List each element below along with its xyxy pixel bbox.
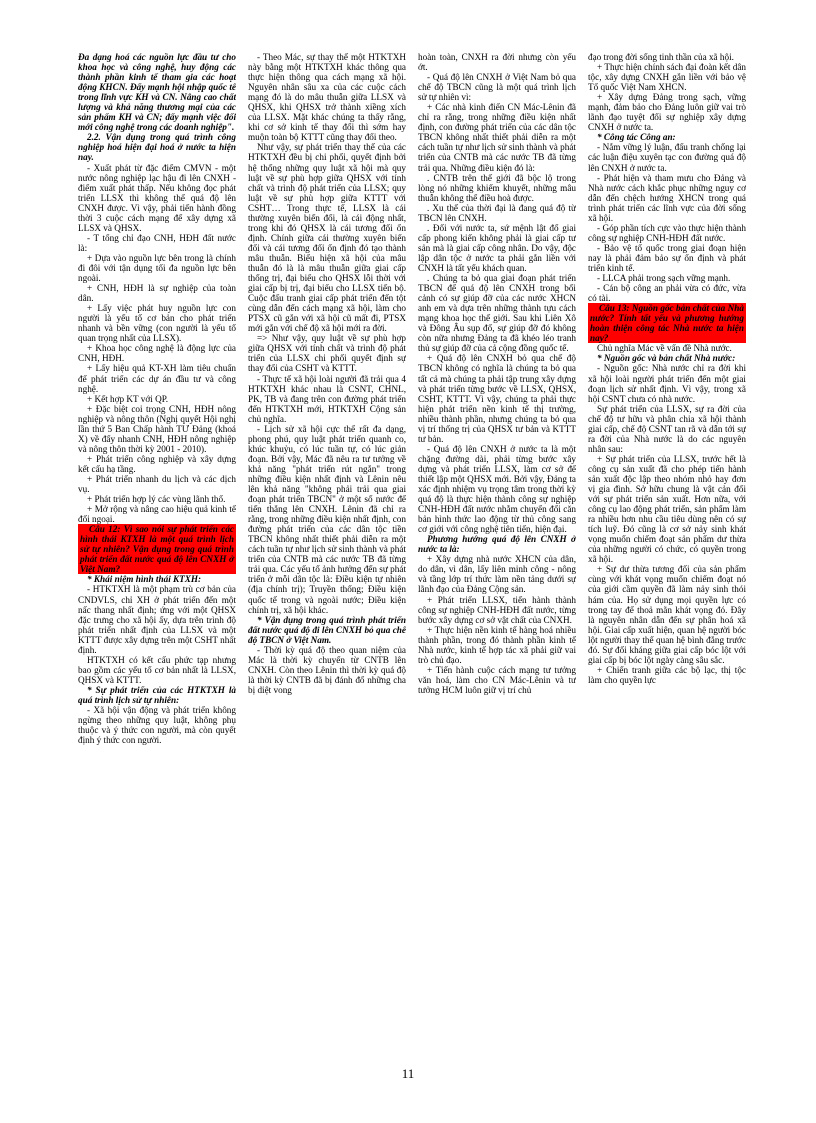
paragraph: + Sự phát triển của LLSX, trước hết là công cụ sản xuất đã cho phép tiến hành sản xuất độc lập theo nhóm nhỏ hay đơn vị gia đình. Sở hữu chung là vật cản đối với sự phát triển sản xuất. Hơn nữa, với công cụ lao động phát triển, sản phẩm làm ra nhiều hơn nhu cầu tiêu dùng nên có sự tích luỹ. Đó cũng là cơ sở nảy sinh khát vọng muốn chiếm đoạt sản phẩm dư thừa của những người có chức, có quyền trong xã hội. xyxy=(588,453,746,565)
paragraph: - T tổng chỉ đạo CNH, HĐH đất nước là: xyxy=(78,232,236,253)
paragraph: + Thực hiện nền kinh tế hàng hoá nhiều thành phần, trong đó thành phần kinh tế Nhà nước, kinh tế hợp tác xã phải giữ vai trò chủ đạo. xyxy=(418,624,576,665)
paragraph: + Khoa học công nghệ là động lực của CNH, HĐH. xyxy=(78,343,236,364)
question-heading: Câu 13: Nguồn gốc bản chất của Nhà nước? Tính tất yếu và phương hướng hoàn thiện công tác Nhà nước ta hiện nay? xyxy=(590,303,744,344)
paragraph: - Quá độ lên CNXH ở Việt Nam bỏ qua chế độ TBCN cũng là một quá trình lịch sử tự nhiên vì: xyxy=(418,72,576,103)
paragraph: - Cán bộ công an phải vừa có đức, vừa có tài. xyxy=(588,283,746,304)
paragraph: + Tiến hành cuộc cách mạng tư tưởng văn hoá, làm cho CN Mác-Lênin và tư tưởng HCM luôn giữ vị trí chủ xyxy=(418,664,576,695)
paragraph: . Chúng ta bỏ qua giai đoạn phát triển TBCN để quá độ lên CNXH trong bối cảnh có sự giúp đỡ của các nước XHCN anh em và dựa trên những thành tựu cách mạng khoa học thế giới. Sau khi Liên Xô và Đông Âu sụp đổ, sự giúp đỡ đó không còn nữa nhưng Đảng ta đã khéo léo tranh thủ sự giúp đỡ của cả cộng đồng quốc tế. xyxy=(418,273,576,354)
paragraph: - Xuất phát từ đặc điểm CMVN - một nước nông nghiệp lạc hậu đi lên CNXH - điểm xuất phát thấp. Nếu không đọc phát triển LLSX thì không thể quá độ lên CNXH được. Vì vậy, phải tiến hành đồng thời 3 cuộc cách mạng để xây dựng xã LLSX và QHSX. xyxy=(78,162,236,233)
paragraph: 2.2. Vận dụng trong quá trình công nghiệp hoá hiện đại hoá ở nước ta hiện nay. xyxy=(78,132,236,163)
text-columns xyxy=(78,52,746,1062)
paragraph: + Lấy việc phát huy nguồn lực con người là yếu tố cơ bản cho phát triển nhanh và bền vững (con người là yếu tố quan trọng nhất của LLSX). xyxy=(78,303,236,344)
paragraph: - Lịch sử xã hội cực thể rất đa dạng, phong phú, quy luật phát triển quanh co, khúc khuỷu, có lúc tuần tự, có lúc giản đoạn. Bởi vậy, Mác đã nêu ra tư tưởng về khả năng "phát triển rút ngắn" trong những điều kiện nhất định và Lênin nêu lên khả năng "không phải trải qua giai đoạn phát triển TBCN" ở một số nước để tiến thẳng lên CNXH. Lênin đã chỉ ra rằng, trong những điều kiện nhất định, con đường phát triển của các dân tộc tiền TBCN không nhất thiết phải diễn ra một cách tuần tự như lịch sử sinh thành và phát triển của CNTB mà các nước TB đã từng trải qua. Các yếu tố ảnh hưởng đến sự phát triển ở mỗi dân tộc là: Điều kiện tự nhiên (địa chính trị); Truyền thống; Điều kiện quốc tế trong và ngoài nước; Điều kiện chính trị, xã hội khác. xyxy=(248,423,406,615)
paragraph: - Nguồn gốc: Nhà nước chỉ ra đời khi xã hội loài người phát triển đến một giai đoạn lịch sử nhất định. Vì vậy, trong xã hội CSNT chưa có nhà nước. xyxy=(588,363,746,404)
document-page xyxy=(78,52,746,1062)
paragraph: - Thời kỳ quá độ theo quan niệm của Mác là thời kỳ chuyển từ CNTB lên CNXH. Còn theo Lênin thì thời kỳ quá độ là thời kỳ CNTB đã bị đánh đổ những cha bị diệt vong xyxy=(248,644,406,695)
paragraph: đạo trong đời sống tinh thần của xã hội. xyxy=(588,52,734,62)
paragraph: + Kết hợp KT với QP. xyxy=(87,393,169,404)
paragraph: + Thực hiện chính sách đại đoàn kết dân tộc, xây dựng CNXH gắn liền với bảo vệ Tổ quốc Việt Nam XHCN. xyxy=(588,62,746,93)
paragraph: * Khái niệm hình thái KTXH: xyxy=(87,574,202,585)
paragraph: - Bảo vệ tổ quốc trong giai đoạn hiện nay là phải đảm bảo sự ổn định và phát triển kinh tế. xyxy=(588,242,746,273)
text-column-2 xyxy=(248,52,406,1062)
paragraph: - Theo Mác, sự thay thế một HTKTXH này bằng một HTKTXH khác thông qua thực hiện thông qua cách mạng xã hội. Nguyên nhân sâu xa của các cuộc cách mạng đó là do mâu thuẫn giữa LLSX và QHSX, khi QHSX trở thành xiềng xích của LLSX. Mặt khác chúng ta thấy rằng, khi cơ sở kinh tế thay đổi thì sớm hay muộn toàn bộ KTTT cũng thay đổi theo. xyxy=(248,52,406,143)
paragraph: * Sự phát triển của các HTKTXH là quá trình lịch sử tự nhiên: xyxy=(78,684,236,705)
paragraph: - Nắm vững lý luận, đấu tranh chống lại các luận điệu xuyên tạc con đường quá độ lên CNXH ở nước ta. xyxy=(588,142,746,173)
paragraph: * Công tác Công an: xyxy=(597,132,676,143)
paragraph: - LLCA phải trong sạch vững mạnh. xyxy=(597,273,731,284)
paragraph: + Xây dựng Đảng trong sạch, vững mạnh, đảm bảo cho Đảng luôn giữ vai trò lãnh đạo tuyệt đối sự nghiệp xây dựng CNXH ở nước ta. xyxy=(588,92,746,133)
paragraph: - Quá độ lên CNXH ở nước ta là một chặng đường dài, phải từng bước xây dựng và phát triển LLSX, làm cơ sở để thiết lập một QHSX mới. Bởi vậy, Đảng ta xác định nhiệm vụ trọng tâm trong thời kỳ quá độ là thực hiện thành công sự nghiệp CNH-HĐH đất nước nhằm chuyển đổi căn bản hình thức lao động từ thủ công sang cơ giới với công nghệ tiên tiến, hiện đại. xyxy=(418,443,576,535)
paragraph: - Góp phần tích cực vào thực hiện thành công sự nghiệp CNH-HĐH đất nước. xyxy=(588,222,746,243)
text-column-3 xyxy=(418,52,576,1062)
text-column-4 xyxy=(588,52,746,1062)
paragraph: + Phát triển LLSX, tiến hành thành công sự nghiệp CNH-HĐH đất nước, từng bước xây dựng cơ sở vật chất của CNXH. xyxy=(418,594,576,625)
paragraph: * Nguồn gốc và bản chất Nhà nước: xyxy=(597,353,736,364)
paragraph: - Phát hiện và tham mưu cho Đảng và Nhà nước cách khắc phục những nguy cơ dẫn đến chệch hướng XHCN trong quá trình phát triển các lĩnh vực của đời sống xã hội. xyxy=(588,172,746,223)
paragraph: + Phát triển hợp lý các vùng lãnh thổ. xyxy=(87,494,226,505)
page-number: 11 xyxy=(401,1066,415,1081)
paragraph: Đa dạng hoá các nguồn lực đầu tư cho khoa học và công nghệ, huy động các thành phần kinh tế tham gia các hoạt động KHCN. Đẩy mạnh hội nhập quốc tế trong lĩnh vực KH và CN. Nâng cao chất lượng và khả năng thương mại của các sản phẩm KH và CN; đẩy mạnh việc đổi mới công nghệ trong các doanh nghiệp". xyxy=(78,52,236,133)
paragraph: + Đặc biệt coi trọng CNH, HĐH nông nghiệp và nông thôn (Nghị quyết Hội nghị lần thứ 5 Ban Chấp hành TƯ Đảng (khoá X) về đẩy nhanh CNH, HĐH nông nghiệp và nông thôn thời kỳ 2001 - 2010). xyxy=(78,403,236,454)
paragraph: + Sự dư thừa tương đối của sản phẩm cùng với khát vọng muốn chiếm đoạt nó của giới cầm quyền đã làm nảy sinh thói hám của. Họ sử dụng mọi quyền lực có trong tay để thoả mãn khát vọng đó. Đây là nguyên nhân dẫn đến sự phân hoá xã hội. Giai cấp xuất hiện, quan hệ người bóc lột người thay thế quan hệ bình đẳng trước đó. Sự đối kháng giữa giai cấp bóc lột với giai cấp bị bóc lột ngày càng sâu sắc. xyxy=(588,564,746,665)
paragraph: - HTKTXH là một phạm trù cơ bản của CNDVLS, chỉ XH ở phát triển đến một nấc thang nhất định; ứng với một QHSX đặc trưng cho xã hội ấy, dựa trên trình độ phát triển nhất định của LLSX và một KTTT được xây dựng trên một CSHT nhất định. xyxy=(78,584,236,655)
paragraph: . Đối với nước ta, sứ mệnh lật đổ giai cấp phong kiến không phải là giai cấp tư sản mà là giai cấp công nhân. Do vậy, độc lập dân tộc ở nước ta phải gắn liền với CNXH là tất yếu khách quan. xyxy=(418,222,576,273)
paragraph: Phương hướng quá độ lên CNXH ở nước ta là: xyxy=(418,534,576,555)
paragraph: - Thực tế xã hội loài người đã trải qua 4 HTKTXH khác nhau là CSNT, CHNL, PK, TB và đang trên con đường phát triển đến HTKTXH mới, HTKTXH Cộng sản chủ nghĩa. xyxy=(248,373,406,424)
paragraph: + Quá độ lên CNXH bỏ qua chế độ TBCN không có nghĩa là chúng ta bỏ qua tất cả mà chúng ta phải tập trung xây dựng và phát triển từng bước về LLSX, QHSX, CSHT, KTTT. Vì vậy, chúng ta phải thực hiện phát triển nền kinh tế thị trường, nhiều thành phần, nhưng chúng ta bỏ qua vị trí thống trị của QHSX tư bản và KTTT tư bản. xyxy=(418,353,576,444)
paragraph: hoàn toàn, CNXH ra đời nhưng còn yếu ớt. xyxy=(418,52,576,73)
paragraph: . Xu thế của thời đại là đang quá độ từ TBCN lên CNXH. xyxy=(418,202,576,223)
paragraph: + Phát triển công nghiệp và xây dựng kết cấu hạ tầng. xyxy=(78,453,236,474)
paragraph: Chủ nghĩa Mác về vấn đề Nhà nước. xyxy=(597,343,732,354)
paragraph: HTKTXH có kết cấu phức tạp nhưng bao gồm các yếu tố cơ bản nhất là LLSX, QHSX và KTTT. xyxy=(78,654,236,685)
paragraph: => Như vậy, quy luật về sự phù hợp giữa QHSX với tính chất và trình độ phát triển của LLSX chi phối quyết định sự thay đổi của CSHT và KTTT. xyxy=(248,333,406,374)
paragraph: - Xã hội vận động và phát triển không ngừng theo những quy luật, không phụ thuộc và ý thức con người, mà còn quyết định ý thức con người. xyxy=(78,705,236,746)
paragraph: * Vận dụng trong quá trình phát triển đất nước quá độ đi lên CNXH bỏ qua chế độ TBCN ở Việt Nam. xyxy=(248,614,406,645)
paragraph: + Phát triển nhanh du lịch và các dịch vụ. xyxy=(78,473,236,495)
paragraph: Sự phát triển của LLSX, sự ra đời của chế độ tư hữu và phân chia xã hội thành giai cấp, chế độ CSNT tan rã và dẫn tới sự ra đời của Nhà nước là do các nguyên nhân sau: xyxy=(588,403,746,454)
paragraph: + Mở rộng và nâng cao hiệu quả kinh tế đối ngoại. xyxy=(78,504,236,525)
paragraph: + Lấy hiệu quả KT-XH làm tiêu chuẩn để phát triển các dự án đầu tư và công nghệ. xyxy=(78,363,236,394)
paragraph: . CNTB trên thế giới đã bộc lộ trong lòng nó những khiếm khuyết, những mâu thuẫn không thể điều hoà được. xyxy=(418,172,576,203)
paragraph: + Các nhà kinh điển CN Mác-Lênin đã chỉ ra rằng, trong những điều kiện nhất định, con đường phát triển của các dân tộc TBCN không nhất thiết phải diễn ra một cách tuần tự như lịch sử sinh thành và phát triển của CNTB mà các nước TB đã từng trải qua. Những điều kiện đó là: xyxy=(418,102,576,173)
paragraph: + Chiến tranh giữa các bộ lạc, thị tộc làm cho quyền lực xyxy=(588,664,746,685)
paragraph: + Dựa vào nguồn lực bên trong là chính đi đôi với tận dụng tối đa nguồn lực bên ngoài. xyxy=(78,252,236,284)
paragraph: + CNH, HĐH là sự nghiệp của toàn dân. xyxy=(78,283,236,304)
paragraph: + Xây dựng nhà nước XHCN của dân, do dân, vì dân, lấy liên minh công - nông và tầng lớp trí thức làm nền tảng dưới sự lãnh đạo của Đảng Cộng sản. xyxy=(418,554,576,595)
text-column-1 xyxy=(78,52,236,1062)
question-heading: Câu 12: Vì sao nói sự phát triển các hình thái KTXH là một quá trình lịch sử tự nhiên? Vận dụng trong quá trình phát triển đất nước quá độ lên CNXH ở Việt Nam? xyxy=(80,524,234,575)
paragraph: Như vậy, sự phát triển thay thế của các HTKTXH đều bị chi phối, quyết định bởi hệ thống những quy luật xã hội mà quy luật về sự phù hợp giữa QHSX với tính chất và trình độ phát triển của LLSX; quy luật về sự phù hợp giữa KTTT với CSHT… Trong thực tế, LLSX là cái thường xuyên biến đổi, là cái động nhất, trong khi đó QHSX là cái tương đối ổn định. Chính giữa cái thường xuyên biến đổi và cái tương đối ổn định đó tạo thành mâu thuẫn. Biểu hiện xã hội của mâu thuẫn đó là là mâu thuẫn giữa giai cấp thống trị, đại biểu cho QHSX lỗi thời với giai cấp bị trị, đại biểu cho LLSX tiến bộ. Cuộc đấu tranh giai cấp phát triển đến tột cùng dẫn đến cách mạng xã hội, làm cho PTSX cũ gắn với xã hội cũ mất đi, PTSX mới gắn với chế độ xã hội mới ra đời. xyxy=(248,142,406,334)
